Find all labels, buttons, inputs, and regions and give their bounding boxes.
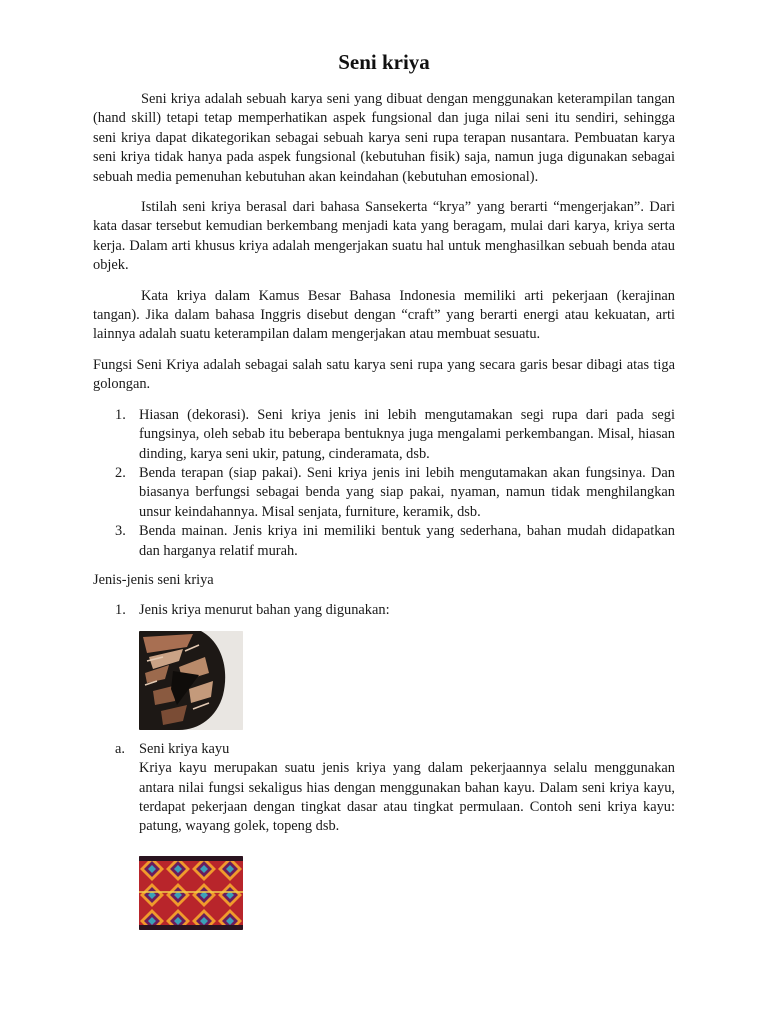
paragraph-functions-intro: Fungsi Seni Kriya adalah sebagai salah satu karya seni rupa yang secara garis besar dibagi atas tiga golongan. xyxy=(93,356,675,393)
functions-list xyxy=(93,406,675,561)
list-marker: 1. xyxy=(115,602,126,619)
list-item-text: Benda terapan (siap pakai). Seni kriya jenis ini lebih mengutamakan akan fungsinya. Dan biasanya berfungsi sebagai benda yang siap pakai, nyaman, namun tidak menghilangkan unsur keindahannya. Misal senjata, furniture, keramik, dsb. xyxy=(139,464,675,520)
list-item xyxy=(93,464,675,522)
list-item-text: Jenis kriya menurut bahan yang digunakan: xyxy=(139,602,390,619)
paragraph-etymology: Istilah seni kriya berasal dari bahasa Sansekerta “krya” yang berarti “mengerjakan”. Dari kata dasar tersebut kemudian berkembang menjadi kata yang beragam, mulai dari karya, kriya serta kerja. Dalam arti khusus kriya adalah mengerjakan suatu hal untuk menghasilkan sebuah benda atau objek. xyxy=(93,199,675,274)
list-item xyxy=(93,406,675,464)
paragraph-definition: Seni kriya adalah sebuah karya seni yang dibuat dengan menggunakan keterampilan tangan (hand skill) tetapi tetap memperhatikan aspek fungsional dan juga nilai seni itu sendiri, sehingga seni kriya dapat dikategorikan sebagai sebuah karya seni rupa terapan nusantara. Pembuatan karya seni kriya tidak hanya pada aspek fungsional (kebutuhan fisik) saja, namun juga digunakan sebagai sebuah media pemenuhan kebutuhan akan keindahan (kebutuhan emosional). xyxy=(93,91,675,185)
types-list xyxy=(93,601,675,620)
woven-textile-image xyxy=(139,856,243,930)
paragraph-kbbi: Kata kriya dalam Kamus Besar Bahasa Indonesia memiliki arti pekerjaan (kerajinan tangan). Jika dalam bahasa Inggris disebut dengan “craft” yang berarti energi atau kekuatan, arti lainnya adalah suatu keterampilan dalam mengerjakan atau membuat sesuatu. xyxy=(93,287,675,343)
types-heading: Jenis-jenis seni kriya xyxy=(93,571,214,588)
sub-item-wood-craft xyxy=(93,740,675,837)
list-marker: 2. xyxy=(115,464,126,481)
sub-item-title: Seni kriya kayu xyxy=(139,740,230,757)
list-item-text: Benda mainan. Jenis kriya ini memiliki bentuk yang sederhana, bahan mudah didapatkan dan harganya relatif murah. xyxy=(139,523,675,559)
document-body xyxy=(93,90,675,930)
sub-item-marker: a. xyxy=(115,740,125,757)
list-item xyxy=(93,601,675,620)
list-marker: 1. xyxy=(115,406,126,423)
list-item-text: Hiasan (dekorasi). Seni kriya jenis ini lebih mengutamakan segi rupa dari pada segi fungsinya, oleh sebab itu beberapa bentuknya juga mengalami perkembangan. Misal, hiasan dinding, karya seni ukir, patung, cinderamata, dsb. xyxy=(139,406,675,462)
carved-wooden-mask-image xyxy=(139,631,243,730)
page-title: Seni kriya xyxy=(338,50,430,74)
sub-item-text: Kriya kayu merupakan suatu jenis kriya yang dalam pekerjaannya selalu menggunakan antara nilai fungsi sekaligus hias dengan menggunakan bahan kayu. Dalam seni kriya kayu, terdapat pekerjaan dengan tingkat dasar atau tingkat permulaan. Contoh seni kriya kayu: patung, wayang golek, topeng dsb. xyxy=(139,760,675,835)
list-marker: 3. xyxy=(115,523,126,540)
list-item xyxy=(93,522,675,561)
carved-wooden-mask-icon xyxy=(139,631,243,730)
woven-textile-icon xyxy=(139,856,243,930)
